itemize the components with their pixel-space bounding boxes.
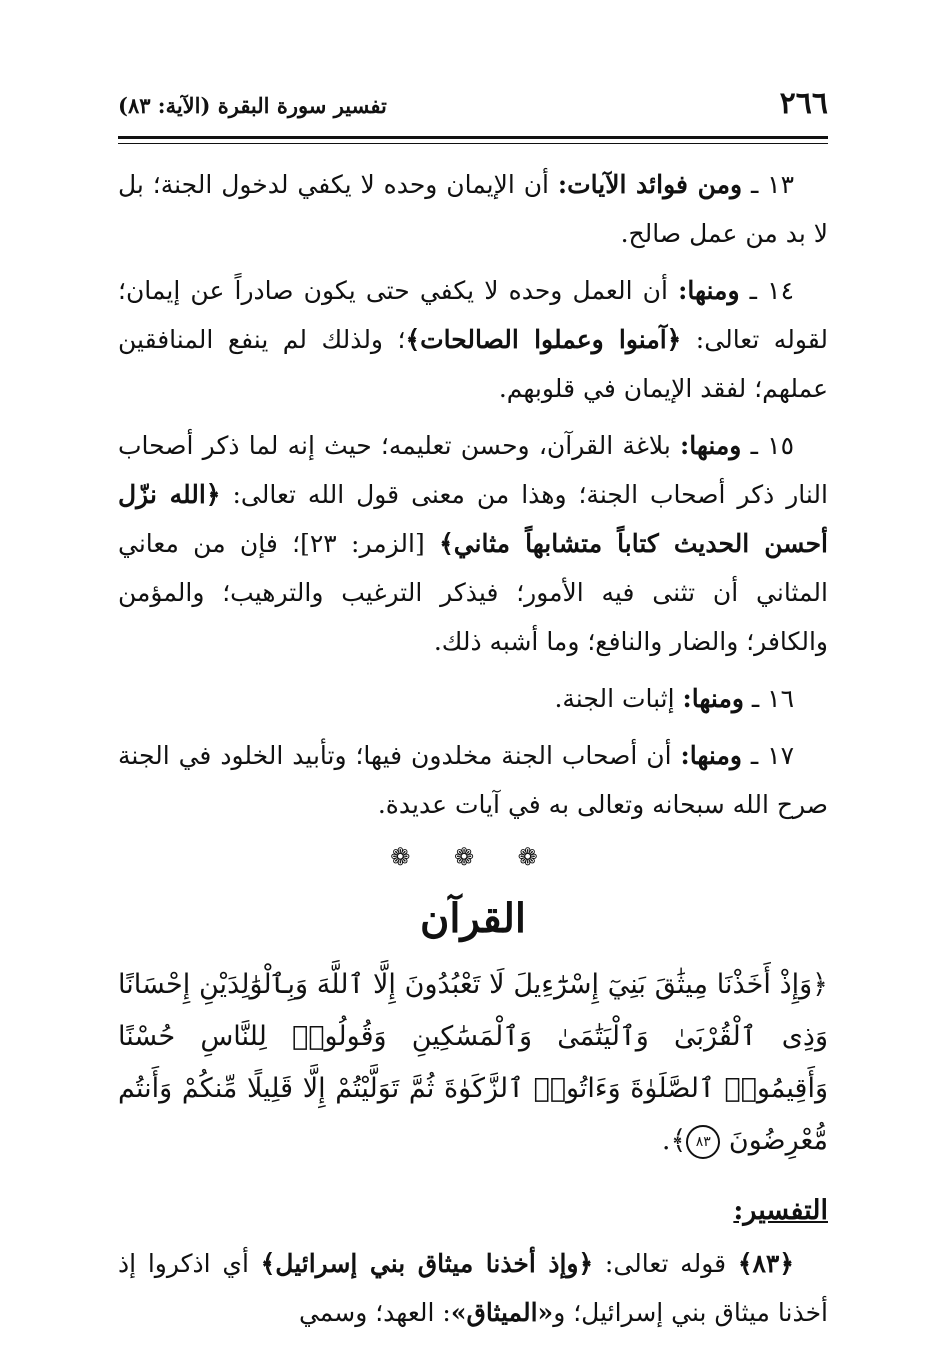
tafsir-text-b: أي اذكروا إذ أخذنا ميثاق بني إسرائيل؛ و	[118, 1249, 828, 1327]
benefit-13-paragraph	[118, 160, 828, 258]
quran-verse-text: وَإِذْ أَخَذْنَا مِيثَٰقَ بَنِيٓ إِسْرَٰٓءِيلَ لَا تَعْبُدُونَ إِلَّا ٱللَّهَ وَبِٱلْوَٰلِدَيْنِ إِحْسَانًا وَذِى ٱلْقُرْبَىٰ وَٱلْيَتَٰمَىٰ وَٱلْمَسَٰكِينِ وَقُولُوا۟ لِلنَّاسِ حُسْنًا وَأَقِيمُوا۟ ٱلصَّلَوٰةَ وَءَاتُوا۟ ٱلزَّكَوٰةَ ثُمَّ تَوَلَّيْتُمْ إِلَّا قَلِيلًا مِّنكُمْ وَأَنتُم مُّعْرِضُونَ	[118, 969, 828, 1156]
benefit-15-text-a: بلاغة القرآن، وحسن تعليمه؛ حيث إنه لما ذكر أصحاب النار ذكر أصحاب الجنة؛ وهذا من معنى قول الله تعالى:	[118, 431, 828, 509]
benefit-15-number: ١٥ ـ	[741, 431, 795, 460]
benefit-14-text-a: أن العمل وحده لا يكفي حتى يكون صادراً عن إيمان؛ لقوله تعالى:	[118, 276, 829, 354]
header-rule-thin	[118, 143, 828, 144]
benefit-16-text: إثبات الجنة.	[554, 684, 683, 713]
benefit-15-heading: ومنها:	[680, 431, 742, 460]
tafsir-text-a: قوله تعالى:	[593, 1249, 738, 1278]
benefit-17-heading: ومنها:	[680, 741, 742, 770]
benefit-17-number: ١٧ ـ	[741, 741, 794, 770]
benefit-14-number: ١٤ ـ	[739, 276, 795, 305]
page-body	[118, 160, 828, 1345]
benefit-15-quote: ﴿الله نزّل أحسن الحديث كتاباً متشابهاً مثاني﴾	[118, 480, 828, 558]
benefit-14-heading: ومنها:	[678, 276, 740, 305]
quran-close-bracket: ﴾.	[661, 1125, 687, 1156]
benefit-13-text: أن الإيمان وحده لا يكفي لدخول الجنة؛ بل لا بد من عمل صالح.	[118, 170, 828, 248]
tafsir-verse-ref: ﴿٨٣﴾	[737, 1249, 794, 1278]
section-separator-ornament: ❁ ❁ ❁	[390, 843, 556, 871]
page-header	[118, 86, 828, 121]
benefit-14-quote: ﴿آمنوا وعملوا الصالحات﴾	[405, 325, 682, 354]
tafsir-term: «الميثاق»	[450, 1298, 554, 1327]
tafsir-heading: التفسير:	[733, 1195, 828, 1226]
section-heading-quran: القرآن	[419, 895, 527, 942]
benefit-13-heading: ومن فوائد الآيات:	[557, 170, 743, 199]
benefit-17-text: أن أصحاب الجنة مخلدون فيها؛ وتأبيد الخلود في الجنة صرح الله سبحانه وتعالى به في آيات عديدة.	[118, 741, 828, 819]
tafsir-paragraph	[118, 1239, 828, 1337]
benefit-16-heading: ومنها:	[682, 684, 744, 713]
benefit-15-paragraph	[118, 421, 828, 666]
ayah-number-marker: ٨٣	[686, 1125, 720, 1159]
benefit-17-paragraph	[118, 731, 828, 829]
page-number: ٢٦٦	[779, 86, 828, 121]
benefit-16-paragraph	[118, 674, 828, 723]
benefit-14-paragraph	[118, 266, 828, 413]
header-rule-thick	[118, 136, 828, 139]
running-title: تفسير سورة البقرة (الآية: ٨٣)	[118, 93, 387, 118]
quran-open-bracket: ﴿	[812, 969, 828, 1000]
benefit-15-text-b: [الزمر: ٢٣]؛ فإن من معاني المثاني أن تثنى فيه الأمور؛ فيذكر الترغيب والترهيب؛ والمؤمن والكافر؛ والضار والنافع؛ وما أشبه ذلك.	[118, 529, 828, 656]
tafsir-quote: ﴿وإذ أخذنا ميثاق بني إسرائيل﴾	[260, 1249, 594, 1278]
benefit-13-number: ١٣ ـ	[742, 170, 795, 199]
benefit-16-number: ١٦ ـ	[743, 684, 794, 713]
benefit-14-text-b: ؛ ولذلك لم ينفع المنافقين عملهم؛ لفقد الإيمان في قلوبهم.	[118, 325, 828, 403]
tafsir-text-c: : العهد؛ وسمي	[298, 1298, 451, 1327]
quran-verse-block	[118, 959, 828, 1167]
